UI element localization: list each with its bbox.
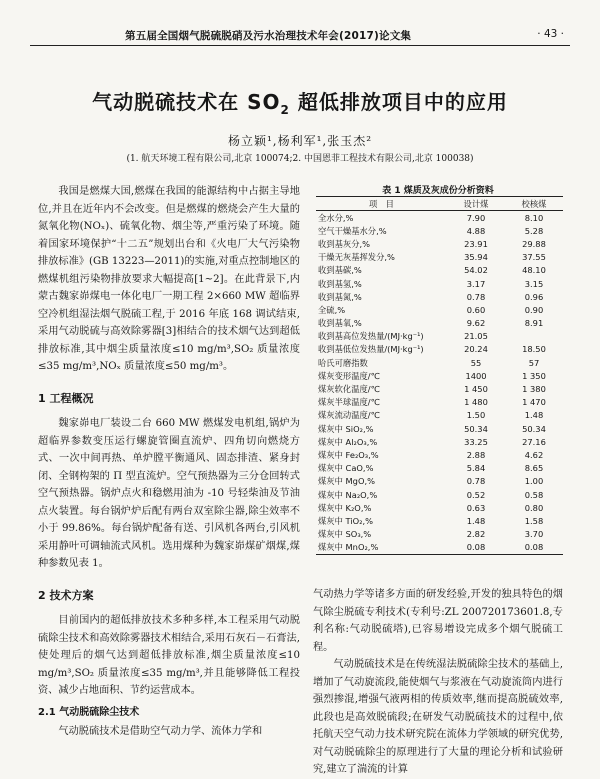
table-row	[316, 224, 563, 237]
design-coal-value: 5.84	[466, 463, 486, 474]
table-row	[316, 382, 563, 395]
header-rule	[30, 45, 570, 46]
row-label: 煤灰变形温度/℃	[318, 370, 380, 381]
design-coal-value: 1400	[465, 370, 487, 381]
table-caption: 表 1 煤质及灰成份分析资料	[382, 186, 494, 196]
header-check-coal: 校核煤	[505, 197, 563, 211]
table-row	[316, 488, 563, 501]
row-label: 收到基氮,%	[318, 291, 362, 302]
design-coal-value: 0.60	[466, 304, 486, 315]
check-coal-value: 27.16	[522, 436, 546, 447]
row-label: 煤灰中 TiO₂,%	[318, 515, 374, 526]
design-coal-value: 0.78	[466, 476, 486, 487]
design-coal-value: 1.50	[466, 410, 486, 421]
row-label: 收到基碳,%	[318, 265, 362, 276]
row-label: 空气干燥基水分,%	[318, 225, 387, 236]
design-coal-value: 1 480	[464, 397, 488, 408]
row-label: 干燥无灰基挥发分,%	[318, 252, 395, 263]
table-row	[316, 290, 563, 303]
row-label: 煤灰中 Fe₂O₃,%	[318, 449, 379, 460]
table-row	[316, 237, 563, 250]
design-coal-value: 0.63	[466, 502, 486, 513]
check-coal-value: 0.58	[524, 489, 544, 500]
table-row	[316, 396, 563, 409]
section-2-text: 目前国内的超低排放技术多种多样,本工程采用气动脱硫除尘技术和高效除雾器技术相结合,采用石灰石－石膏法,使处理后的烟气达到超低排放标准,烟尘质量浓度≤10 mg/m³,SO₂ 质量浓度≤35 mg/m³,并且能够降低工程投资、减少占地面积、节约运营成本。	[38, 615, 300, 696]
table-row	[316, 369, 563, 382]
check-coal-value: 18.50	[522, 344, 546, 355]
row-label: 全水分,%	[318, 212, 354, 223]
right-column	[313, 586, 563, 779]
coal-analysis-table	[316, 196, 563, 555]
table-header-row	[316, 197, 563, 211]
design-coal-value: 1.48	[466, 515, 486, 526]
right-paragraph-2: 气动脱硫技术是在传统湿法脱硫除尘技术的基础上,增加了气动旋流段,能使烟气与浆液在气动旋流筒内进行强烈掺混,增强气液两相的传质效率,继而提高脱硫效率,此段也是高效脱硫段;在研发气动脱硫技术的过程中,依托航天空气动力技术研究院在流体力学领域的研究优势,对气动脱硫除尘的原理进行了大量的理论分析和试验研究,建立了湍流的计算	[313, 659, 563, 775]
title-subscript: 2	[280, 103, 290, 117]
check-coal-value: 37.55	[522, 252, 546, 263]
row-label: 收到基低位发热量/(MJ·kg⁻¹)	[318, 344, 424, 355]
section-1-heading: 1 工程概况	[38, 391, 94, 405]
header-design-coal: 设计煤	[447, 197, 505, 211]
design-coal-value: 2.82	[466, 529, 486, 540]
row-label: 煤灰中 MnO₂,%	[316, 541, 447, 555]
table-row	[316, 435, 563, 448]
check-coal-value	[505, 330, 563, 343]
check-coal-value: 57	[528, 357, 540, 368]
page-number: · 43 ·	[537, 28, 564, 40]
check-coal-value: 3.70	[524, 529, 544, 540]
design-coal-value: 55	[470, 357, 482, 368]
check-coal-value: 1.00	[524, 476, 544, 487]
row-label: 煤灰中 CaO,%	[318, 463, 374, 474]
check-coal-value: 1 470	[522, 397, 546, 408]
check-coal-value: 0.96	[524, 291, 544, 302]
row-label: 煤灰软化温度/℃	[318, 384, 380, 395]
section-1-text: 魏家峁电厂装设二台 660 MW 燃煤发电机组,锅炉为超临界参数变压运行螺旋管圈直流炉、四角切向燃烧方式、一次中间再热、单炉膛平衡通风、固态排渣、紧身封闭、全钢构架的 Π 型直流炉。空气预热器为三分仓回转式空气预热器。锅炉点火和稳燃用油为 -10 号轻柴油及节油点火装置。每台锅炉炉后配有两台双室除尘器,除尘效率不小于 99.86%。每台锅炉配备有送、引风机各两台,引风机采用静叶可调轴流式风机。选用煤种为魏家峁煤矿烟煤,煤种参数见表 1。	[38, 418, 300, 569]
check-coal-value: 8.10	[524, 212, 544, 223]
table-row	[316, 330, 563, 343]
conference-title: 第五届全国烟气脱硫脱硝及污水治理技术年会(2017)论文集	[125, 30, 412, 42]
table-row	[316, 541, 563, 555]
table-row	[316, 514, 563, 527]
check-coal-value: 1.58	[524, 515, 544, 526]
check-coal-value: 0.80	[524, 502, 544, 513]
row-label: 收到基氧,%	[318, 318, 362, 329]
design-coal-value: 20.24	[464, 344, 488, 355]
design-coal-value: 33.25	[464, 436, 488, 447]
row-label: 煤灰中 SiO₂,%	[318, 423, 374, 434]
section-2-heading: 2 技术方案	[38, 588, 94, 602]
section-2-1-text: 气动脱硫技术是借助空气动力学、流体力学和	[58, 726, 263, 737]
check-coal-value: 3.15	[524, 278, 544, 289]
table-row	[316, 448, 563, 461]
row-label: 收到基高位发热量/(MJ·kg⁻¹)	[318, 331, 424, 342]
check-coal-value: 8.65	[524, 463, 544, 474]
row-label: 哈氏可磨指数	[318, 357, 368, 368]
row-label: 煤灰中 Na₂O,%	[318, 489, 378, 500]
design-coal-value: 7.90	[466, 212, 486, 223]
design-coal-value: 54.02	[464, 265, 488, 276]
section-2-1-heading: 2.1 气动脱硫除尘技术	[38, 706, 140, 718]
row-label: 煤灰中 SO₃,%	[318, 529, 372, 540]
row-label: 煤灰半球温度/℃	[318, 397, 380, 408]
check-coal-value: 1 380	[522, 384, 546, 395]
table-row	[316, 317, 563, 330]
check-coal-value: 4.62	[524, 449, 544, 460]
left-column	[38, 183, 300, 741]
check-coal-value: 48.10	[522, 265, 546, 276]
check-coal-value: 29.88	[522, 238, 546, 249]
design-coal-value: 9.62	[466, 318, 486, 329]
table-row	[316, 251, 563, 264]
design-coal-value: 0.78	[466, 291, 486, 302]
design-coal-value: 50.34	[464, 423, 488, 434]
running-header	[30, 26, 570, 44]
design-coal-value: 3.17	[466, 278, 486, 289]
design-coal-value: 2.88	[466, 449, 486, 460]
table-row	[316, 409, 563, 422]
table-row	[316, 422, 563, 435]
design-coal-value: 0.08	[447, 541, 505, 555]
table-row	[316, 475, 563, 488]
title-part-1: 气动脱硫技术在 SO	[92, 90, 281, 114]
check-coal-value: 5.28	[524, 225, 544, 236]
row-label: 全硫,%	[318, 304, 346, 315]
table-row	[316, 277, 563, 290]
check-coal-value: 50.34	[522, 423, 546, 434]
design-coal-value: 0.52	[466, 489, 486, 500]
intro-paragraph: 我国是燃煤大国,燃煤在我国的能源结构中占据主导地位,并且在近年内不会改变。但是燃煤的燃烧会产生大量的氮氧化物(NOₓ)、硫氧化物、烟尘等,严重污染了环境。随着国家环境保护“十二五”规划出台和《火电厂大气污染物排放标准》(GB 13223—2011)的实施,对重点控制地区的燃煤机组污染物排放要求大幅提高[1~2]。在此背景下,内蒙古魏家峁煤电一体化电厂一期工程 2×660 MW 超临界空冷机组湿法烟气脱硫工程,于 2016 年底 168 调试结束,采用气动脱硫与高效除雾器[3]相结合的技术烟气达到超低排放标准,其中烟尘质量浓度≤10 mg/m³,SO₂ 质量浓度≤35 mg/m³,NOₓ 质量浓度≤50 mg/m³。	[38, 186, 300, 372]
table-row	[316, 356, 563, 369]
design-coal-value: 35.94	[464, 252, 488, 263]
authors: 杨立颖¹,杨利军¹,张玉杰²	[227, 134, 373, 148]
table-row	[316, 211, 563, 225]
design-coal-value: 23.91	[464, 238, 488, 249]
right-paragraph-1: 气动热力学等诸多方面的研发经验,开发的独具特色的烟气除尘脱硫专利技术(专利号:ZL 200720173601.8,专利名称:气动脱硫塔),已容易增设完成多个烟气脱硫工程。	[313, 589, 563, 653]
check-coal-value: 0.08	[505, 541, 563, 555]
table-row	[316, 343, 563, 356]
design-coal-value: 21.05	[464, 331, 488, 342]
table-row	[316, 303, 563, 316]
table-row	[316, 462, 563, 475]
title-part-2: 超低排放项目中的应用	[289, 90, 508, 114]
table-row	[316, 528, 563, 541]
row-label: 收到基灰分,%	[318, 238, 371, 249]
row-label: 煤灰中 Al₂O₃,%	[318, 436, 378, 447]
design-coal-value: 1 450	[464, 384, 488, 395]
row-label: 煤灰中 K₂O,%	[318, 502, 372, 513]
table-body	[316, 211, 563, 555]
check-coal-value: 8.91	[524, 318, 544, 329]
row-label: 收到基氢,%	[318, 278, 362, 289]
affiliation: (1. 航天环境工程有限公司,北京 100074;2. 中国恩菲工程技术有限公司,北京 100038)	[126, 154, 474, 164]
design-coal-value: 4.88	[466, 225, 486, 236]
header-item: 项 目	[316, 197, 447, 211]
row-label: 煤灰中 MgO,%	[318, 476, 376, 487]
table-row	[316, 501, 563, 514]
check-coal-value: 1 350	[522, 370, 546, 381]
table-row	[316, 264, 563, 277]
check-coal-value: 0.90	[524, 304, 544, 315]
paper-title	[0, 86, 600, 117]
check-coal-value: 1.48	[524, 410, 544, 421]
row-label: 煤灰流动温度/℃	[318, 410, 380, 421]
